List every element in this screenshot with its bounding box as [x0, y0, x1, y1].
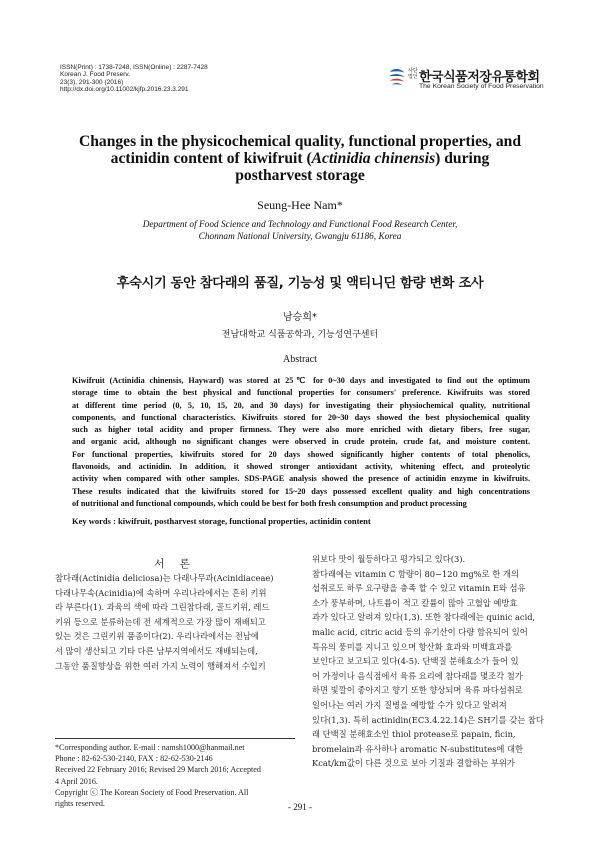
author-name-ko: 남승희*	[283, 312, 317, 323]
paragraph-line: Kcat/km값이 다른 것으로 보아 기질과 결합하는 부위가	[312, 758, 515, 769]
footnote-line: Phone : 82-62-530-2140, FAX : 82-62-530-2146	[55, 754, 213, 764]
paragraph-line: bromelain과 유사하나 aromatic N-substitutes에 대한	[312, 743, 524, 754]
paragraph-line: 그동안 품질향상을 위한 여러 가지 노력이 행해져서 수입키	[55, 660, 266, 671]
doi-link[interactable]: http://dx.doi.org/10.11002/kjfp.2016.23.3.291	[60, 86, 189, 94]
footnote-line: *Corresponding author. E-mail : namsh1000@hanmail.net	[55, 743, 245, 752]
abstract-line: Kiwifruit (Actinidia chinensis, Hayward) was stored at 25℃ for 0~30 days and investigated to find out the optimum	[72, 376, 530, 385]
journal-info	[60, 64, 208, 94]
society-emblem-icon	[388, 68, 406, 86]
footnote-line: Received 22 February 2016; Revised 29 March 2016; Accepted	[55, 765, 261, 775]
paragraph-line: 위보다 맛이 월등하다고 평가되고 있다(3).	[312, 554, 466, 564]
footnote-divider	[55, 738, 295, 739]
abstract-line: These results indicated that the kiwifruits stored for 15~20 days possessed excellent quality and high concentrations	[72, 486, 530, 496]
title-line-1: Changes in the physicochemical quality, functional properties, and	[78, 133, 521, 150]
paragraph-line: 키위 등으로 분류하는데 전 세계적으로 가장 많이 재배되고	[55, 616, 266, 627]
title-line-2: actinidin content of kiwifruit (Actinidia chinensis) during	[110, 150, 490, 167]
paragraph-line: 일어나는 여러 가지 질병을 예방할 수가 있다고 알려져	[312, 699, 507, 710]
paragraph-line: 서 많이 생산되고 기타 다른 남부지역에서도 재배되는데,	[55, 645, 258, 656]
society-name-en: The Korean Society of Food Preservation	[419, 83, 544, 90]
paragraph-line: 래 단백질 분해효소인 thiol protease로 papain, ficin,	[312, 729, 516, 740]
abstract-heading: Abstract	[283, 354, 317, 365]
footnote-line: rights reserved.	[55, 799, 105, 809]
abstract-body	[72, 375, 530, 510]
paragraph-line: 과가 있다고 알려져 있다(1,3). 또한 참다래에는 quinic acid,	[312, 612, 536, 623]
paper-title-ko: 후숙시기 동안 참다래의 품질, 기능성 및 액티니딘 함량 변화 조사	[116, 276, 484, 291]
page-number: - 291 -	[288, 802, 312, 812]
affiliation-ko: 전남대학교 식품공학과, 기능성연구센터	[221, 330, 379, 340]
paragraph-line: 참다래(Actinidia deliciosa)는 다래나무과(Acinidiaceae)	[55, 573, 274, 583]
abstract-line: components, and functional characteristics. Kiwifruits stored for 20~30 days showed the best physiochemical quality	[72, 412, 530, 422]
affiliation-en: Department of Food Science and Technology and Functional Food Research Center, Chonnam National University, Gwangju 61186, Korea	[142, 220, 458, 242]
society-logo	[388, 66, 548, 96]
right-column-text	[312, 552, 552, 771]
abstract-line: of nutritional and functional compounds, which could be best for both fresh consumption and product processing	[72, 498, 467, 508]
correspondence-footnote	[55, 742, 295, 809]
volume-pages: 23(3), 291-300 (2016)	[60, 78, 124, 86]
paragraph-line: malic acid, citric acid 등의 유기산이 다량 함유되어 있어	[312, 626, 528, 637]
paragraph-line: 보인다고 보고되고 있다(4-5). 단백질 분해효소가 들어 있	[312, 656, 519, 667]
paragraph-line: 특유의 풍미를 지니고 있으며 항산화 효과와 미백효과를	[312, 641, 513, 652]
section-heading-introduction: 서 론	[154, 558, 196, 570]
title-line-3: postharvest storage	[235, 167, 365, 184]
logo-small-text: 사단법인	[408, 68, 418, 80]
paragraph-line: 있다(1,3). 특히 actinidin(EC3.4.22.14)은 SH기를 갖는 참다	[312, 714, 544, 725]
abstract-line: For functional properties, kiwifruits stored for 20 days showed significantly higher contents of total phenolics,	[72, 449, 530, 459]
abstract-line: and organic acid, although no significant changes were observed in crude protein, crude fat, and moisture content.	[72, 437, 530, 447]
society-name-ko: 한국식품저장유통학회	[419, 70, 540, 85]
abstract-line: storage time to obtain the best physical and functional properties for consumers' preference. Kiwifruits was stored	[72, 388, 530, 398]
paragraph-line: 하면 빛깔이 좋아지고 향기 또한 향상되며 육류 파다섬취로	[312, 685, 523, 696]
author-name: Seung-Hee Nam*	[257, 198, 343, 212]
left-column-text	[55, 571, 295, 673]
issn-line: ISSN(Print) : 1738-7248, ISSN(Online) : 2287-7428	[60, 64, 208, 71]
paper-title	[40, 133, 560, 184]
paragraph-line: 참다래에는 vitamin C 함량이 80~120 mg%로 한 개의	[312, 568, 519, 579]
abstract-line: activity when compared with other samples. SDS-PAGE analysis showed the presence of actinidin enzyme in kiwifruits.	[72, 474, 530, 484]
paragraph-line: 섭취로도 하루 요구량을 충족 할 수 있고 vitamin E와 섬유	[312, 583, 526, 594]
paragraph-line: 라 부른다(1). 과육의 색에 따라 그린참다래, 골드키위, 레드	[55, 602, 270, 613]
abstract-line: at different time period (0, 5, 10, 15, 20, and 30 days) for investigating their physiochemical quality, nutritional	[72, 400, 530, 410]
paragraph-line: 어 가정이나 음식점에서 육류 요리에 참다래를 몇조각 첨가	[312, 670, 523, 681]
keywords: Key words : kiwifruit, postharvest storage, functional properties, actinidin content	[72, 516, 371, 526]
paragraph-line: 있는 것은 그린키위 품종이다(2). 우리나라에서는 전남에	[55, 631, 259, 642]
footnote-line: Copyright ⓒ The Korean Society of Food Preservation. All	[55, 787, 249, 797]
abstract-line: flavonoids, and actinidin. In addition, it showed stronger antioxidant activity, whitening effect, and proteolytic	[72, 462, 530, 472]
paragraph-line: 소가 풍부하며, 나트륨이 적고 칼륨이 많아 고혈압 예방효	[312, 597, 518, 608]
footnote-line: 4 April 2016.	[55, 776, 98, 786]
paragraph-line: 다래나무속(Acinidia)에 속하며 우리나라에서는 흔히 키위	[55, 587, 267, 598]
species-name: Actinidia chinensis	[311, 150, 436, 167]
abstract-line: such as higher total acidity and proper firmness. They were also more enriched with dietary fibers, free sugar,	[72, 425, 530, 435]
journal-name: Korean J. Food Preserv.	[60, 71, 130, 79]
